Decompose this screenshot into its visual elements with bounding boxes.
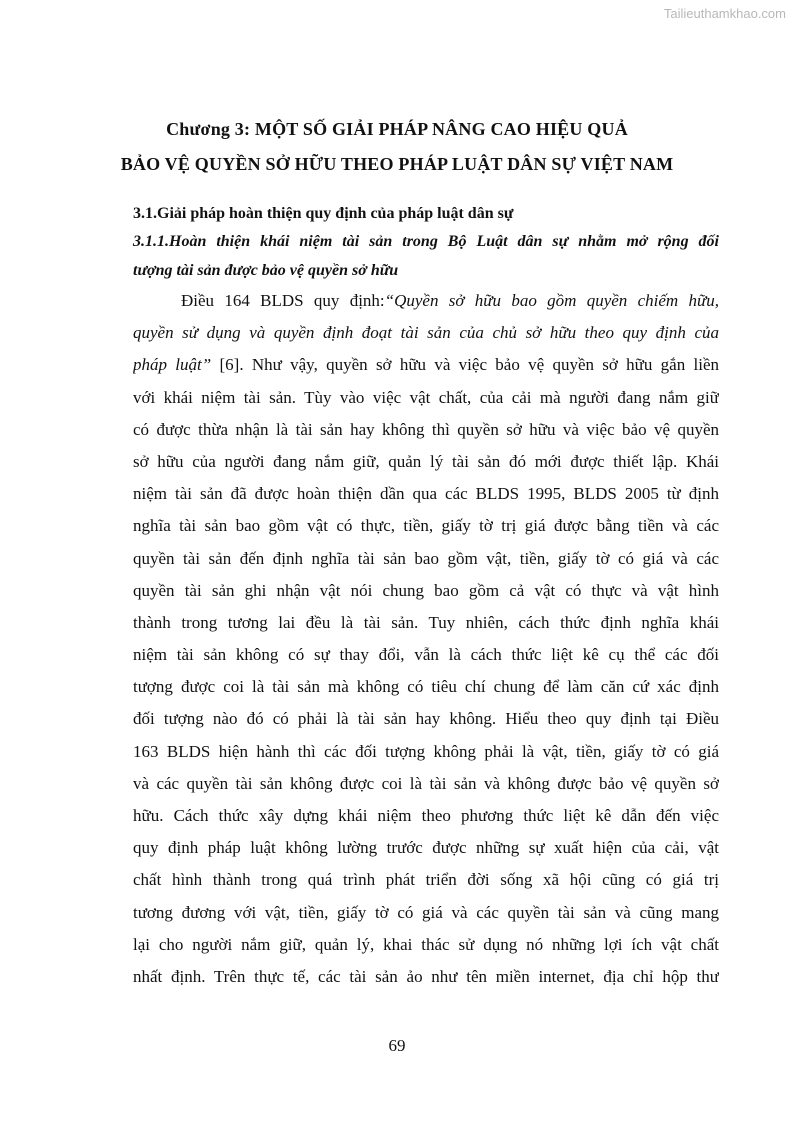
paragraph-line: quyền tài sản ghi nhận vật nói chung bao gồm cả vật có thực và vật hình (133, 580, 719, 600)
paragraph-line: thành trong tương lai đều là tài sản. Tuy nhiên, cách thức định nghĩa khái (133, 612, 719, 632)
chapter-title-line-1: Chương 3: MỘT SỐ GIẢI PHÁP NÂNG CAO HIỆU QUẢ (166, 119, 628, 139)
paragraph-line (133, 317, 719, 349)
paragraph-line: đối tượng nào đó có phải là tài sản hay không. Hiểu theo quy định tại Điều (133, 709, 719, 729)
page-number: 69 (388, 1036, 406, 1055)
paragraph-line: nghĩa tài sản bao gồm vật có thực, tiền, giấy tờ trị giá được bằng tiền và các (133, 516, 719, 536)
quoted-text: pháp luật” (133, 355, 212, 375)
quoted-text: quyền sử dụng và quyền định đoạt tài sản của chủ sở hữu theo quy định của (133, 323, 719, 343)
chapter-title-line-2: BẢO VỆ QUYỀN SỞ HỮU THEO PHÁP LUẬT DÂN SỰ VIỆT NAM (120, 154, 674, 174)
subsection-heading-line-1: 3.1.1.Hoàn thiện khái niệm tài sản trong Bộ Luật dân sự nhằm mở rộng đối (133, 233, 719, 250)
paragraph-line: lại cho người nắm giữ, quản lý, khai thác sử dụng nó những lợi ích vật chất (133, 934, 719, 954)
paragraph-line: 163 BLDS hiện hành thì các đối tượng không phải là vật, tiền, giấy tờ có giá (133, 741, 719, 761)
subsection-heading-line-2: tượng tài sản được bảo vệ quyền sở hữu (133, 262, 399, 279)
paragraph-line: có được thừa nhận là tài sản hay không thì quyền sở hữu và việc bảo vệ quyền (133, 419, 719, 439)
quoted-text: “Quyền sở hữu bao gồm quyền chiếm hữu, (384, 291, 719, 310)
chapter-title (0, 112, 794, 182)
paragraph-line: tương đương với vật, tiền, giấy tờ có giá và các quyền tài sản và cũng mang (133, 902, 719, 922)
paragraph-line: quy định pháp luật không lường trước được những sự xuất hiện của cải, vật (133, 838, 719, 858)
watermark: Tailieuthamkhao.com (663, 6, 786, 21)
paragraph-line: với khái niệm tài sản. Tùy vào việc vật chất, của cải mà người đang nắm giữ (133, 387, 719, 407)
paragraph-line: chất hình thành trong quá trình phát triển đời sống xã hội cũng có giá trị (133, 870, 719, 890)
paragraph-line (133, 349, 719, 381)
paragraph-line: tượng được coi là tài sản mà không có tiêu chí chung để làm căn cứ xác định (133, 677, 719, 697)
paragraph-line (133, 285, 719, 317)
body-paragraph (133, 285, 719, 993)
paragraph-line: và các quyền tài sản không được coi là tài sản và không được bảo vệ quyền sở (133, 773, 719, 793)
paragraph-text: Điều 164 BLDS quy định: (181, 291, 385, 310)
paragraph-line: hữu. Cách thức xây dựng khái niệm theo phương thức liệt kê dẫn đến việc (133, 806, 719, 825)
paragraph-line: sở hữu của người đang nắm giữ, quản lý tài sản đó mới được thiết lập. Khái (133, 451, 719, 471)
paragraph-line: nhất định. Trên thực tế, các tài sản ảo như tên miền internet, địa chỉ hộp thư (133, 966, 719, 986)
page-content (133, 201, 719, 993)
paragraph-line: niệm tài sản không có sự thay đổi, vẫn là cách thức liệt kê cụ thể các đối (133, 645, 719, 665)
paragraph-text: [6]. Như vậy, quyền sở hữu và việc bảo vệ quyền sở hữu gắn liền (211, 355, 719, 375)
paragraph-line: niệm tài sản đã được hoàn thiện dần qua các BLDS 1995, BLDS 2005 từ định (133, 484, 719, 504)
section-heading: 3.1.Giải pháp hoàn thiện quy định của pháp luật dân sự (133, 205, 514, 222)
paragraph-line: quyền tài sản đến định nghĩa tài sản bao gồm vật, tiền, giấy tờ có giá và các (133, 548, 719, 568)
subsection-heading (133, 227, 719, 285)
